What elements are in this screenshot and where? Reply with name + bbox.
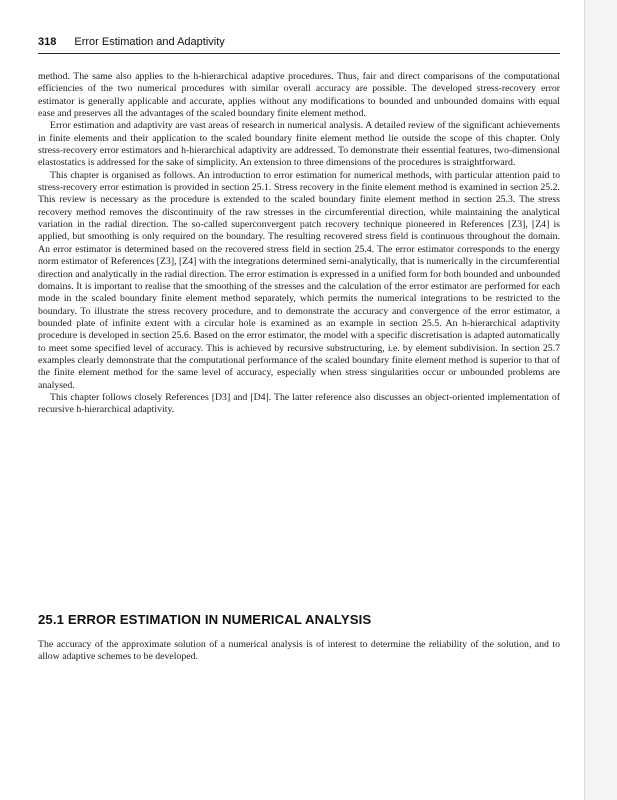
running-header xyxy=(38,36,560,54)
paragraph: This chapter is organised as follows. An introduction to error estimation for numerical methods, with particular attention paid to stress-recovery error estimation is provided in section 25.1. Stress recovery in the finite element method is examined in section 25.2. This review is necessary as the procedure is extended to the scaled boundary finite element method in section 25.3. The stress recovery method removes the discontinuity of the raw stresses in the circumferential direction, while maintaining the analytical variation in the radial direction. The so-called superconvergent patch recovery technique pioneered in References [Z3], [Z4] is applied, but smoothing is only required on the boundary. The resulting recovered stress field is continuous throughout the domain. An error estimator is determined based on the recovered stress field in section 25.4. The error estimator corresponds to the energy norm estimator of References [Z3], [Z4] with the integrations determined semi-analytically, that is numerically in the circumferential direction and analytically in the radial direction. The error estimation is expressed in a unified form for both bounded and unbounded domains. It is important to realise that the smoothing of the stresses and the calculation of the error estimator are performed for each mode in the scaled boundary finite element method separately, which permits the numerical integrations to be restricted to the boundary. To illustrate the stress recovery procedure, and to demonstrate the accuracy and convergence of the error estimator, a bounded plate of infinite extent with a circular hole is examined as an example in section 25.5. An h-hierarchical adaptivity procedure is developed in section 25.6. Based on the error estimator, the model with a specific discretisation is adapted automatically to meet some specified level of accuracy. This is achieved by recursive substructuring, i.e. by element subdivision. In section 25.7 examples clearly demonstrate that the computational performance of the scaled boundary finite element method is superior to that of the finite element method for the same level of accuracy, especially when stress singularities occur or unbounded problems are analysed. xyxy=(38,169,560,391)
page-edge xyxy=(584,0,617,800)
section-heading: 25.1 ERROR ESTIMATION IN NUMERICAL ANALYSIS xyxy=(38,612,372,627)
body-text xyxy=(38,71,560,417)
section-body xyxy=(38,639,560,664)
paragraph: This chapter follows closely References [D3] and [D4]. The latter reference also discusses an object-oriented implementation of recursive h-hierarchical adaptivity. xyxy=(38,391,560,416)
page-number: 318 xyxy=(38,36,57,48)
paragraph: Error estimation and adaptivity are vast areas of research in numerical analysis. A detailed review of the significant achievements in finite elements and their application to the scaled boundary finite element method lie outside the scope of this chapter. Only stress-recovery error estimators and h-hierarchical adaptivity are addressed. To demonstrate their essential features, two-dimensional elastostatics is addressed for the sake of simplicity. An extension to three dimensions of the procedures is straightforward. xyxy=(38,120,560,169)
paragraph: The accuracy of the approximate solution of a numerical analysis is of interest to determine the reliability of the solution, and to allow adaptive schemes to be developed. xyxy=(38,639,560,663)
paragraph: method. The same also applies to the h-hierarchical adaptive procedures. Thus, fair and direct comparisons of the computational efficiencies of the two numerical procedures with similar overall accuracy are possible. The developed stress-recovery error estimator is generally applicable and accurate, applies without any modifications to bounded and unbounded domains with equal ease and preserves all the advantages of the scaled boundary finite element method. xyxy=(38,71,560,120)
running-title: Error Estimation and Adaptivity xyxy=(74,36,225,48)
